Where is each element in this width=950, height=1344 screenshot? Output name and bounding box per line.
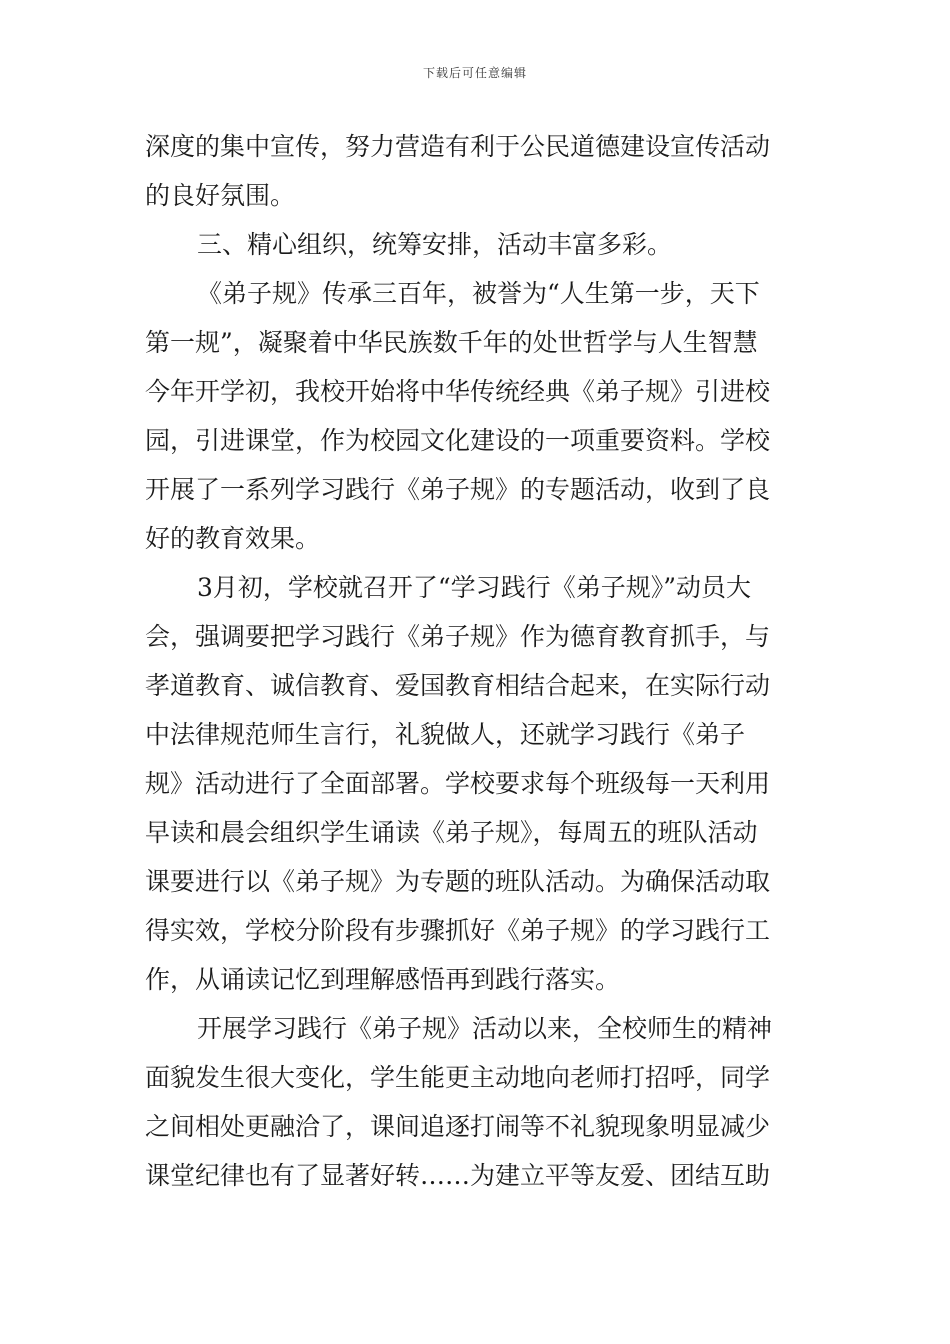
download-note-header: 下载后可任意编辑: [422, 66, 527, 80]
text-line: 深度的集中宣传，努力营造有利于公民道德建设宣传活动: [145, 132, 771, 161]
document-body: [145, 122, 810, 1200]
text-line: 3月初，学校就召开了“学习践行《弟子规》”动员大: [197, 573, 751, 602]
text-line: 得实效，学校分阶段有步骤抓好《弟子规》的学习践行工: [145, 916, 771, 945]
text-line: 课要进行以《弟子规》为专题的班队活动。为确保活动取: [145, 867, 771, 896]
text-line: 会，强调要把学习践行《弟子规》作为德育教育抓手，与: [145, 622, 771, 651]
text-line: 开展学习践行《弟子规》活动以来，全校师生的精神: [197, 1014, 773, 1043]
text-line: 孝道教育、诚信教育、爱国教育相结合起来，在实际行动: [145, 671, 771, 700]
text-line: 早读和晨会组织学生诵读《弟子规》，每周五的班队活动: [145, 818, 758, 847]
text-line: 开展了一系列学习践行《弟子规》的专题活动，收到了良: [145, 475, 771, 504]
text-line: 中法律规范师生言行，礼貌做人，还就学习践行《弟子: [145, 720, 746, 749]
text-line: 面貌发生很大变化，学生能更主动地向老师打招呼，同学: [145, 1063, 771, 1092]
text-line: 第一规”，凝聚着中华民族数千年的处世哲学与人生智慧: [145, 328, 758, 357]
text-line: 课堂纪律也有了显著好转……为建立平等友爱、团结互助: [145, 1161, 771, 1190]
text-line: 的良好氛围。: [145, 181, 296, 210]
text-line: 作，从诵读记忆到理解感悟再到践行落实。: [145, 965, 621, 994]
text-line: 今年开学初，我校开始将中华传统经典《弟子规》引进校: [145, 377, 771, 406]
text-line: 规》活动进行了全面部署。学校要求每个班级每一天利用: [145, 769, 771, 798]
text-line: 园，引进课堂，作为校园文化建设的一项重要资料。学校: [145, 426, 771, 455]
text-line: 好的教育效果。: [145, 524, 321, 553]
text-line: 三、精心组织，统筹安排，活动丰富多彩。: [197, 230, 673, 259]
text-line: 之间相处更融洽了，课间追逐打闹等不礼貌现象明显减少: [145, 1112, 771, 1141]
text-line: 《弟子规》传承三百年，被誉为“人生第一步，天下: [197, 279, 760, 308]
